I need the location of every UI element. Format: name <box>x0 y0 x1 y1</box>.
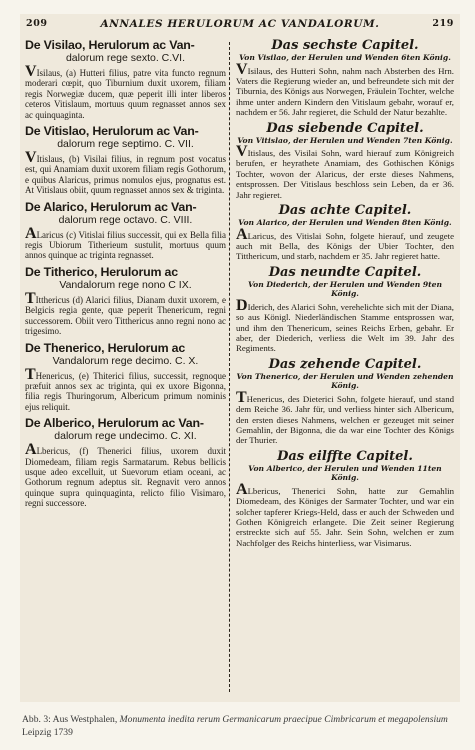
page-number-left: 209 <box>26 18 48 29</box>
german-subheading: Von Diederich, der Herulen und Wenden 9ten König. <box>247 279 443 299</box>
latin-heading: De Thenerico, Herulorum ac <box>25 340 186 355</box>
german-subheading: Von Alberico, der Herulen und Wenden 11ten König. <box>248 463 442 483</box>
german-section-7 <box>236 121 454 201</box>
latin-section-10 <box>25 341 226 413</box>
initial-letter: A <box>236 480 248 498</box>
running-head <box>26 18 454 34</box>
latin-text: Itthericus (d) Alarici filius, Dianam duxit uxorem, e Belgicis regia gente, quæ peperit Thenericum, regni successorem. Obiit vero Titthericus anno regni nono ac trigesimo. <box>25 294 226 337</box>
latin-column <box>25 38 226 698</box>
latin-text: Laricus (c) Vitislai filius successit, qui ex Bella filia regis Ubiorum Titherieum sustulit, mortuus quum annos quinque ac triginta regnasset. <box>25 229 226 261</box>
german-paragraph <box>236 60 454 118</box>
german-section-9 <box>236 265 454 354</box>
initial-letter: T <box>25 365 36 383</box>
caption-suffix: Leipzig 1739 <box>22 727 73 738</box>
latin-subheading: Vandalorum rege decimo. C. X. <box>52 354 199 367</box>
german-text: Lbericus, Thenerici Sohn, hatte zur Gemahlin Diomedeam, des Königes der Sarmater Tochter, und war ein solcher tapferer Kriegs-Held, dass er auch der Schweden und Gothen Königreich erlangete. Die Zeit seiner Regierung erstreckte sich auf 55. Jahr. Sein Sohn, welchen er zum Nachfolger des Reichs hinterliess, war Visimarus. <box>236 485 454 548</box>
german-section-6 <box>236 38 454 118</box>
latin-text: Itislaus, (b) Visilai filius, in regnum post vocatus est, qui Anamiam duxit uxorem filiam regis Gothorum, e quibus Alaricus, primus nomulos ejus, prognatus est. At Vitislaus obiit, quum regnasset annos sex & triginta. <box>25 154 226 196</box>
latin-section-9 <box>25 265 226 337</box>
initial-letter: T <box>236 388 247 406</box>
german-paragraph <box>236 480 454 548</box>
latin-paragraph <box>25 289 226 337</box>
german-text: Laricus, des Vitislai Sohn, folgete hierauf, und zeugete auch mit Bella, des Königs der Ubier Tochter, den Titthericum, und starb, nachdem er 35. Jahr regieret hatte. <box>236 230 454 262</box>
latin-subheading: Vandalorum rege nono C IX. <box>59 278 192 291</box>
latin-subheading: dalorum rege sexto. C.VI. <box>65 52 186 64</box>
latin-subheading: dalorum rege undecimo. C. XI. <box>54 430 197 443</box>
latin-heading: De Vitislao, Herulorum ac Van- <box>25 124 199 139</box>
caption-prefix: Abb. 3: Aus Westphalen, <box>22 714 120 725</box>
german-subheading: Von Visilao, der Herulen und Wenden 6ten König. <box>239 53 451 62</box>
figure-caption <box>22 713 462 739</box>
latin-text: Isilaus, (a) Hutteri filius, patre vita functo regnum moderari cœpit, quo Tiburnium duxit uxorem, filiam regis Norwegiæ ducem, quæ peperit illi inter liberos ceteros Vitislaum, mortuus quum regnasset annos sex ac quinquaginta. <box>25 68 226 120</box>
german-paragraph <box>236 296 454 354</box>
german-section-11 <box>236 449 454 548</box>
german-text: Iderich, des Alarici Sohn, verehelichte sich mit der Diana, so aus Königl. Niederländischen Stamme entsprossen war, und ihm den Thenericum, seines Reichs Erben, gebahr. Er aber, der Diederich, verliess die Welt im 39. Jahr des Regiments. <box>236 301 454 354</box>
latin-heading: De Titherico, Herulorum ac <box>25 264 178 279</box>
initial-letter: V <box>25 149 37 167</box>
german-heading: Das sechste Capitel. <box>271 38 419 53</box>
german-subheading: Von Alarico, der Herulen und Wenden 8ten König. <box>238 218 452 228</box>
german-text: Henericus, des Dieterici Sohn, folgete hierauf, und stand dem Reiche 36. Jahr für, und verliess hinter sich Albericum, den ersten dieses Nahmens, welchen er gezeuget mit seiner Gemahlin, der Bigonna, die da war eine Tochter des Königs der Thurier. <box>236 393 454 446</box>
initial-letter: T <box>25 289 36 307</box>
latin-heading: De Alarico, Herulorum ac Van- <box>25 199 197 214</box>
latin-section-11 <box>25 416 226 508</box>
german-subheading: Von Vitislao, der Herulen und Wenden 7ten König. <box>237 135 453 145</box>
latin-section-6 <box>25 38 226 120</box>
german-column <box>236 38 454 698</box>
german-text: Itislaus, des Visilai Sohn, ward hierauf zum Königreich berufen, er heyrathete Anamiam, des Gothischen Königs Tochter, wovon der Alaricus, der erste dieses Nahmens, entsprossen. Der Vitislaus beschloss sein Leben, da er 36. Jahr regieret. <box>236 148 454 200</box>
latin-heading: De Alberico, Herulorum ac Van- <box>25 416 204 431</box>
latin-paragraph <box>25 63 226 120</box>
latin-paragraph <box>25 365 226 413</box>
latin-paragraph <box>25 441 226 509</box>
initial-letter: V <box>236 143 248 161</box>
latin-section-7 <box>25 124 226 196</box>
latin-subheading: dalorum rege octavo. C. VIII. <box>58 213 193 226</box>
german-paragraph <box>236 143 454 200</box>
initial-letter: D <box>236 296 248 314</box>
german-heading: Das achte Capitel. <box>278 203 412 219</box>
latin-text: Lbericus, (f) Thenerici filius, uxorem duxit Diomedeam, filiam regis Sarmatarum. Rebus bellicis usque adeo excelluit, ut Suevorum etiam oceani, ac Gothorum regnum adeptus sit. Regnavit vero annos quinque supra quinquaginta, relicto filio Visimaro, regni successore. <box>25 446 226 509</box>
page-number-right: 219 <box>432 18 454 29</box>
latin-section-8 <box>25 200 226 261</box>
initial-letter: V <box>236 60 248 78</box>
latin-subheading: dalorum rege septimo. C. VII. <box>57 138 194 151</box>
german-subheading: Von Thenerico, der Herulen und Wenden zehenden König. <box>236 371 454 391</box>
german-heading: Das zehende Capitel. <box>268 356 422 372</box>
initial-letter: A <box>25 441 37 459</box>
german-text: Isilaus, des Hutteri Sohn, nahm nach Absterben des Hrn. Vaters die Regierung wieder an, und befreundete sich mit der Tiburnia, des Königs aus Norwegen, Fräulein Tochter, welche ihme unter andern Kindern den Vitislaum gebahr, worauf er, nachdem er 56. Jahr regieret, die Schuld der Natur bezahlte. <box>236 65 454 118</box>
german-heading: Das eilffte Capitel. <box>277 448 413 464</box>
german-section-8 <box>236 203 454 262</box>
initial-letter: V <box>25 63 37 80</box>
caption-title: Monumenta inedita rerum Germanicarum praecipue Cimbricarum et megapolensium <box>119 714 448 725</box>
latin-text: Henericus, (e) Thiterici filius, successit, regnoque præfuit annos sex ac triginta, qui ex uxore Bigonna, filia regis Thuringorum, Albericum primum nominis ejus reliquit. <box>25 370 226 412</box>
running-head-title: ANNALES HERULORUM AC VANDALORUM. <box>100 18 380 30</box>
initial-letter: A <box>25 224 37 242</box>
german-heading: Das neundte Capitel. <box>268 264 422 280</box>
latin-heading: De Visilao, Herulorum ac Van- <box>25 38 195 52</box>
column-divider <box>229 42 231 692</box>
book-page-scan <box>20 14 460 702</box>
german-paragraph <box>236 388 454 446</box>
german-section-10 <box>236 357 454 446</box>
latin-paragraph <box>25 224 226 261</box>
german-heading: Das siebende Capitel. <box>266 120 424 136</box>
initial-letter: A <box>236 225 248 243</box>
german-paragraph <box>236 225 454 262</box>
latin-paragraph <box>25 149 226 196</box>
